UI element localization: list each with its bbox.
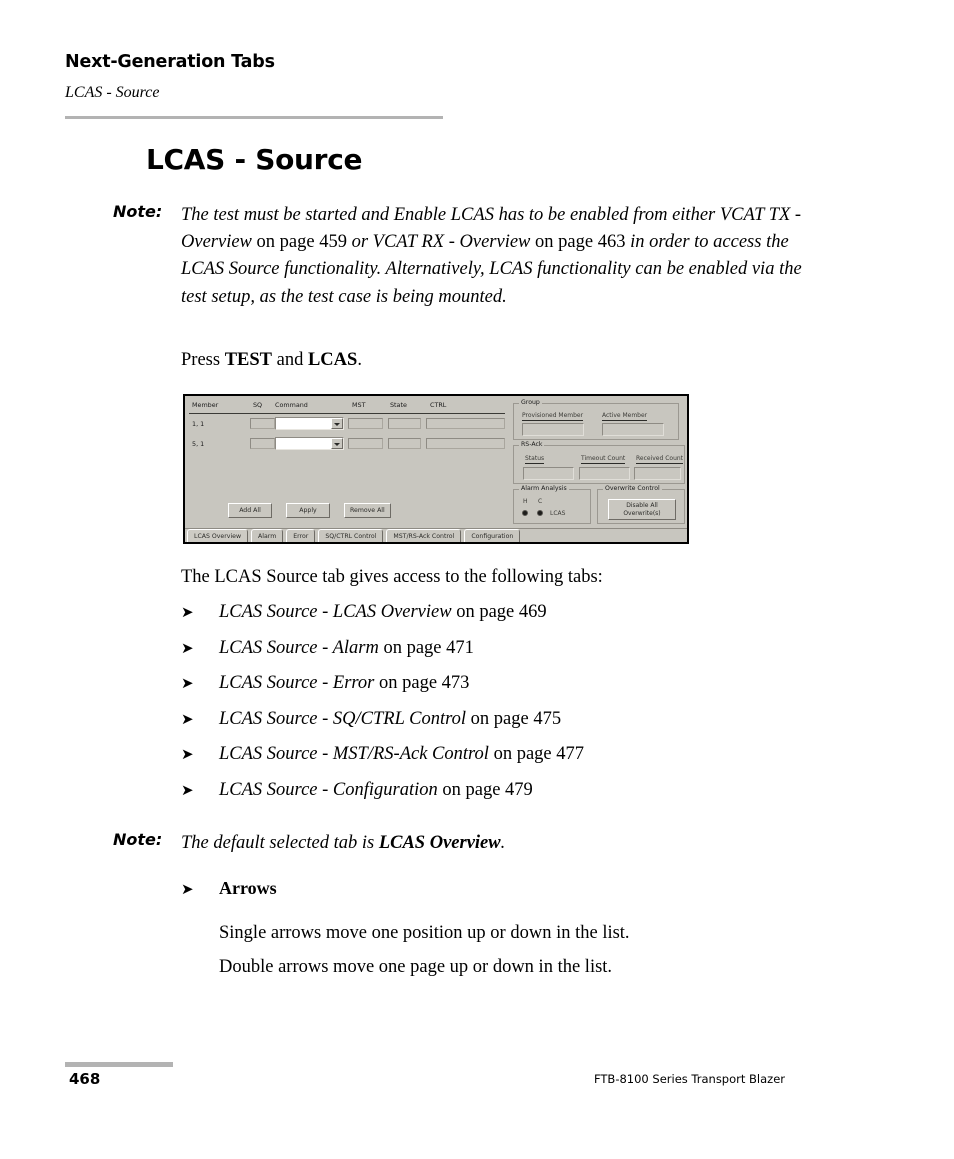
arrow-bullet-icon: ➤ [181, 603, 194, 621]
note-text-part-1: The test must be started and Enable LCAS has to be enabled from either [181, 205, 720, 225]
disable-all-overwrites-line1: Disable All [626, 502, 658, 509]
arrows-double-description: Double arrows move one page up or down in the list. [219, 957, 613, 977]
rs-ack-status-field[interactable] [523, 467, 574, 480]
footer-document-name: FTB-8100 Series Transport Blazer [594, 1072, 786, 1086]
note-label: Note: [113, 202, 163, 221]
press-middle: and [272, 350, 308, 370]
member-table-header-divider [189, 413, 505, 414]
rs-ack-timeout-count-label: Timeout Count [581, 455, 626, 462]
sq-field[interactable] [250, 438, 275, 449]
tab-cross-reference-list [181, 602, 801, 815]
list-item-text [219, 602, 547, 623]
state-field[interactable] [388, 418, 421, 429]
list-item-text [219, 638, 474, 659]
active-member-field[interactable] [602, 423, 664, 436]
note-2-suffix: . [500, 833, 506, 853]
provisioned-member-label: Provisioned Member [522, 412, 584, 419]
press-key-test: TEST [224, 350, 272, 370]
command-dropdown[interactable] [275, 417, 344, 430]
ctrl-field[interactable] [426, 438, 505, 449]
mst-field[interactable] [348, 438, 383, 449]
arrows-description [219, 923, 801, 978]
lcas-c-led-indicator [537, 510, 543, 516]
running-header [65, 52, 445, 102]
rs-ack-timeout-count-field[interactable] [579, 467, 630, 480]
member-id-label: 1, 1 [192, 420, 205, 428]
note-body [181, 830, 505, 857]
arrows-subsection [181, 878, 801, 991]
alarm-analysis-panel [513, 485, 591, 524]
arrow-bullet-icon: ➤ [181, 638, 194, 657]
cross-reference-page: on page 469 [451, 602, 547, 622]
footer-divider [65, 1062, 173, 1067]
apply-button[interactable]: Apply [286, 503, 330, 518]
member-action-buttons [228, 503, 391, 518]
active-member-label: Active Member [602, 412, 648, 419]
intro-paragraph: The LCAS Source tab gives access to the following tabs: [181, 567, 603, 587]
cross-reference-page: on page 477 [488, 744, 584, 764]
cross-reference-title[interactable]: LCAS Source - Error [219, 673, 375, 693]
note-text-part-3: on page 463 [530, 232, 631, 253]
list-item-text [219, 709, 561, 730]
cross-reference-title[interactable]: LCAS Source - SQ/CTRL Control [219, 708, 467, 729]
cross-reference-page: on page 475 [466, 708, 562, 729]
header-divider [65, 116, 443, 119]
arrows-heading [181, 878, 801, 899]
lcas-h-led-indicator [522, 510, 528, 516]
cross-reference-page: on page 479 [437, 779, 533, 800]
column-header-member: Member [192, 401, 219, 409]
state-field[interactable] [388, 438, 421, 449]
cross-reference-vcat-tx[interactable]: VCAT TX - Overview [181, 205, 802, 253]
alarm-column-h-label: H [523, 498, 528, 505]
tab-configuration[interactable]: Configuration [464, 529, 520, 542]
note-text-part-2: on page 459 [251, 232, 352, 253]
sq-field[interactable] [250, 418, 275, 429]
arrows-single-description: Single arrows move one position up or down in the list. [219, 923, 630, 943]
arrow-bullet-icon: ➤ [181, 880, 194, 898]
cross-reference-title[interactable]: LCAS Source - MST/RS-Ack Control [219, 744, 489, 764]
rs-ack-panel-legend: RS-Ack [521, 441, 543, 448]
note-body [181, 202, 806, 311]
list-item [181, 602, 801, 623]
list-item-text [219, 780, 533, 801]
column-header-mst: MST [352, 401, 366, 409]
list-item [181, 780, 801, 801]
rs-ack-received-count-label: Received Count [636, 455, 684, 462]
lcas-source-screenshot-figure [183, 394, 689, 544]
cross-reference-title[interactable]: LCAS Source - Alarm [219, 637, 379, 658]
alarm-analysis-legend: Alarm Analysis [521, 485, 567, 492]
press-prefix: Press [181, 350, 225, 370]
table-row[interactable] [185, 436, 510, 453]
remove-all-button[interactable]: Remove All [344, 503, 391, 518]
cross-reference-vcat-rx[interactable]: VCAT RX - Overview [372, 232, 531, 253]
cross-reference-page: on page 471 [378, 637, 474, 658]
note-block-1 [113, 202, 813, 311]
list-item [181, 744, 801, 765]
press-suffix: . [357, 350, 362, 370]
list-item [181, 638, 801, 659]
rs-ack-status-label: Status [525, 455, 545, 462]
note-2-default-tab: LCAS Overview [378, 833, 501, 853]
footer-page-number: 468 [69, 1070, 101, 1088]
header-section-title: LCAS - Source [65, 84, 160, 102]
tab-mst-rs-ack-control[interactable]: MST/RS-Ack Control [386, 529, 461, 542]
rs-ack-panel [513, 441, 685, 484]
provisioned-member-field[interactable] [522, 423, 584, 436]
disable-all-overwrites-line2: Overwrite(s) [623, 509, 661, 517]
note-2-prefix: The default selected tab is [181, 833, 379, 853]
header-chapter-title: Next-Generation Tabs [65, 52, 275, 72]
page-title: LCAS - Source [146, 143, 363, 176]
add-all-button[interactable]: Add All [228, 503, 272, 518]
rs-ack-received-count-field[interactable] [634, 467, 681, 480]
group-panel-legend: Group [521, 399, 540, 406]
press-key-lcas: LCAS [307, 350, 358, 370]
tab-sq-ctrl-control[interactable]: SQ/CTRL Control [318, 529, 383, 542]
overwrite-control-panel [597, 485, 685, 524]
arrows-heading-label: Arrows [219, 878, 277, 898]
ctrl-field[interactable] [426, 418, 505, 429]
note-text-or: or [351, 232, 373, 253]
arrow-bullet-icon: ➤ [181, 745, 194, 763]
press-instruction [181, 350, 362, 371]
command-dropdown[interactable] [275, 437, 344, 450]
cross-reference-title[interactable]: LCAS Source - LCAS Overview [219, 602, 452, 622]
cross-reference-page: on page 473 [374, 673, 470, 693]
cross-reference-title[interactable]: LCAS Source - Configuration [219, 779, 438, 800]
tab-alarm[interactable]: Alarm [251, 529, 283, 542]
column-header-command: Command [275, 401, 308, 409]
column-header-ctrl: CTRL [430, 401, 447, 409]
arrow-bullet-icon: ➤ [181, 709, 194, 728]
note-block-2 [113, 830, 813, 857]
mst-field[interactable] [348, 418, 383, 429]
tab-error[interactable]: Error [286, 529, 315, 542]
list-item [181, 673, 801, 694]
list-item [181, 709, 801, 730]
alarm-column-c-label: C [538, 498, 543, 505]
alarm-row-lcas-label: LCAS [550, 510, 566, 517]
table-row[interactable] [185, 416, 510, 433]
tab-lcas-overview[interactable]: LCAS Overview [187, 529, 248, 542]
disable-all-overwrites-button[interactable] [608, 499, 676, 520]
column-header-state: State [390, 401, 407, 409]
column-header-sq: SQ [253, 401, 263, 409]
group-panel [513, 399, 679, 440]
list-item-text [219, 673, 469, 694]
chevron-down-icon[interactable] [331, 438, 343, 449]
figure-tab-strip [185, 528, 687, 542]
list-item-text [219, 744, 584, 765]
note-label: Note: [113, 830, 163, 849]
chevron-down-icon[interactable] [331, 418, 343, 429]
member-id-label: 5, 1 [192, 440, 205, 448]
arrow-bullet-icon: ➤ [181, 674, 194, 692]
overwrite-control-legend: Overwrite Control [605, 485, 660, 492]
arrow-bullet-icon: ➤ [181, 780, 194, 799]
note-text-part-4: in order to access the LCAS Source functionality. Alternatively, LCAS functionality can be enabled via the test setup, as the test case is being mounted. [181, 232, 802, 307]
